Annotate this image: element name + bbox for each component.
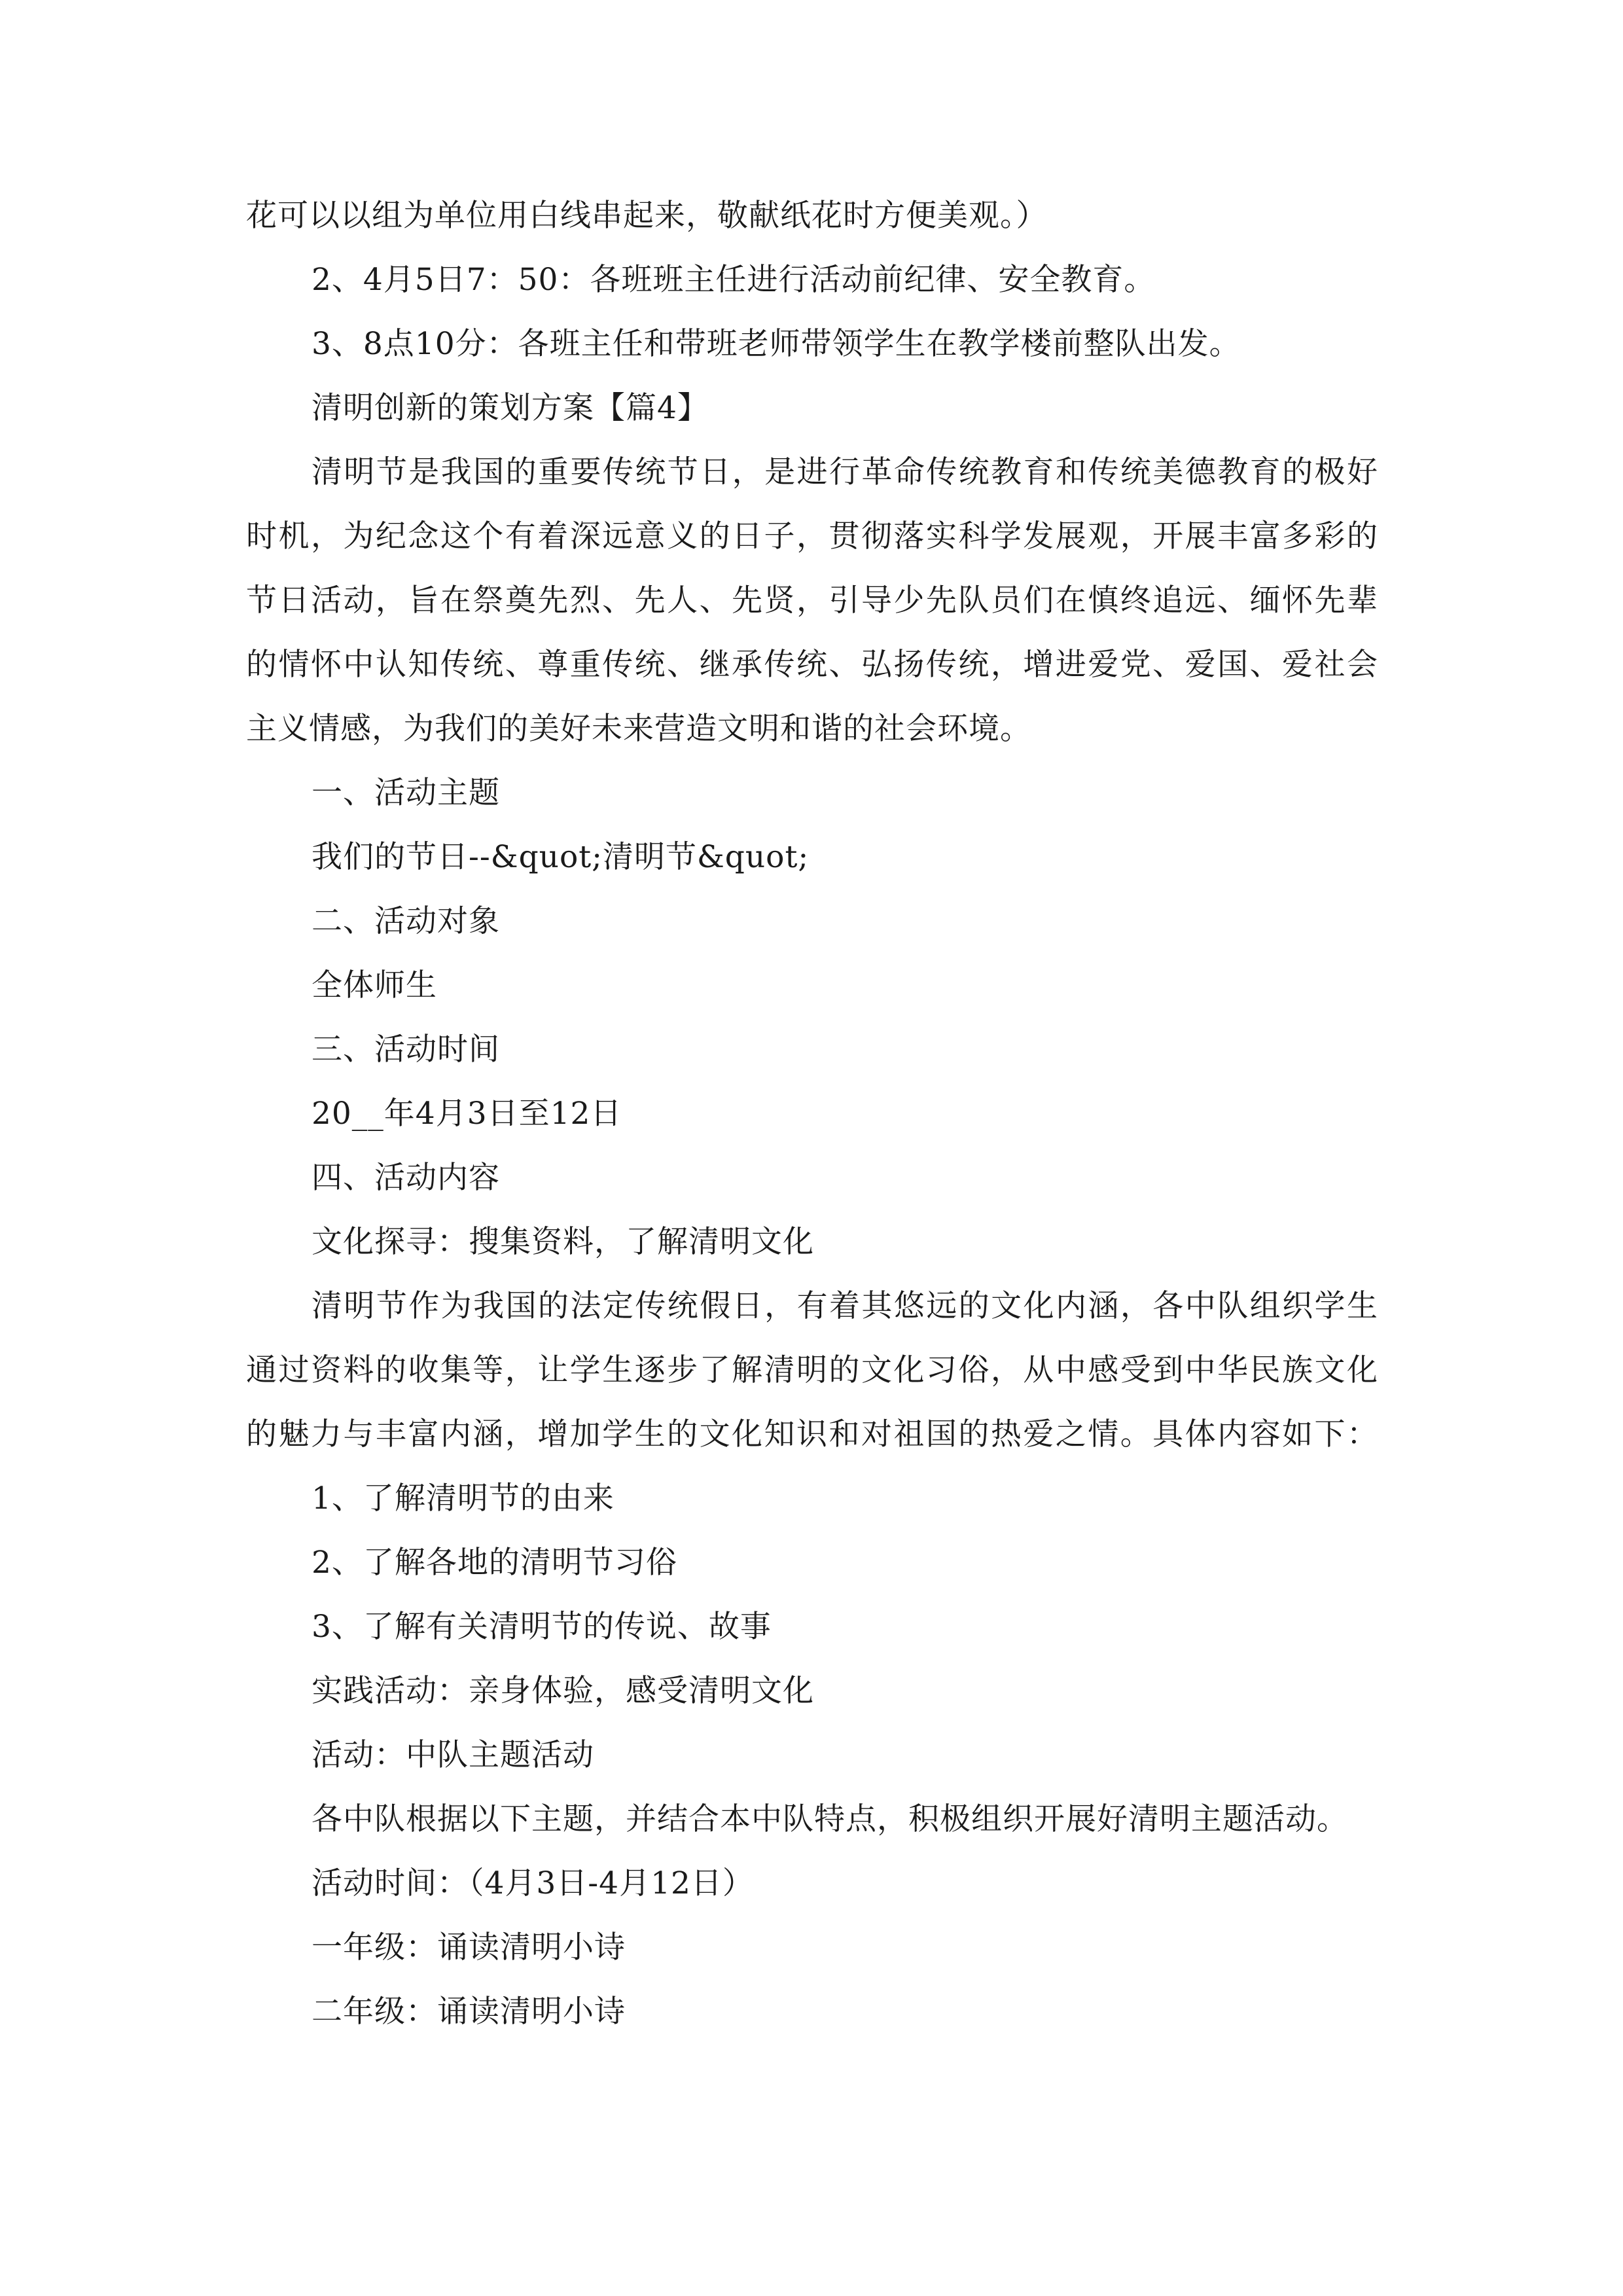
content-culture-heading: 文化探寻：搜集资料，了解清明文化 bbox=[312, 1224, 814, 1260]
culture-paragraph-line-1: 清明节作为我国的法定传统假日，有着其悠远的文化内涵，各中队组织学生 bbox=[312, 1288, 1378, 1324]
text-line-2: 2、4月5日7：50：各班班主任进行活动前纪律、安全教育。 bbox=[312, 262, 1156, 298]
paragraph-line-5: 主义情感，为我们的美好未来营造文明和谐的社会环境。 bbox=[246, 711, 1031, 747]
grade-one: 一年级：诵读清明小诗 bbox=[312, 1929, 626, 1965]
section-heading-4: 清明创新的策划方案【篇4】 bbox=[312, 390, 709, 426]
list-item-2: 2、了解各地的清明节习俗 bbox=[312, 1545, 677, 1581]
target-text: 全体师生 bbox=[312, 967, 437, 1003]
heading-target: 二、活动对象 bbox=[312, 903, 500, 939]
paragraph-line-1: 清明节是我国的重要传统节日，是进行革命传统教育和传统美德教育的极好 bbox=[312, 454, 1378, 490]
list-item-3: 3、了解有关清明节的传说、故事 bbox=[312, 1609, 772, 1645]
culture-paragraph-line-2: 通过资料的收集等，让学生逐步了解清明的文化习俗，从中感受到中华民族文化 bbox=[246, 1352, 1378, 1388]
activity-description: 各中队根据以下主题，并结合本中队特点，积极组织开展好清明主题活动。 bbox=[312, 1801, 1348, 1837]
text-line-3: 3、8点10分：各班主任和带班老师带领学生在教学楼前整队出发。 bbox=[312, 326, 1241, 362]
practice-heading: 实践活动：亲身体验，感受清明文化 bbox=[312, 1673, 814, 1709]
grade-two: 二年级：诵读清明小诗 bbox=[312, 1994, 626, 2030]
list-item-1: 1、了解清明节的由来 bbox=[312, 1480, 615, 1516]
heading-time: 三、活动时间 bbox=[312, 1031, 500, 1067]
time-text: 20__年4月3日至12日 bbox=[312, 1096, 622, 1132]
activity-time: 活动时间：（4月3日-4月12日） bbox=[312, 1865, 754, 1901]
theme-text: 我们的节日--&quot;清明节&quot; bbox=[312, 839, 810, 875]
paragraph-line-4: 的情怀中认知传统、尊重传统、继承传统、弘扬传统，增进爱党、爱国、爱社会 bbox=[246, 647, 1378, 683]
activity-heading: 活动：中队主题活动 bbox=[312, 1737, 594, 1773]
paragraph-line-3: 节日活动，旨在祭奠先烈、先人、先贤，引导少先队员们在慎终追远、缅怀先辈 bbox=[246, 583, 1378, 619]
culture-paragraph-line-3: 的魅力与丰富内涵，增加学生的文化知识和对祖国的热爱之情。具体内容如下： bbox=[246, 1416, 1378, 1452]
heading-content: 四、活动内容 bbox=[312, 1160, 500, 1196]
paragraph-line-2: 时机，为纪念这个有着深远意义的日子，贯彻落实科学发展观，开展丰富多彩的 bbox=[246, 518, 1378, 554]
heading-theme: 一、活动主题 bbox=[312, 775, 500, 811]
text-line-1: 花可以以组为单位用白线串起来，敬献纸花时方便美观。） bbox=[246, 198, 1048, 234]
